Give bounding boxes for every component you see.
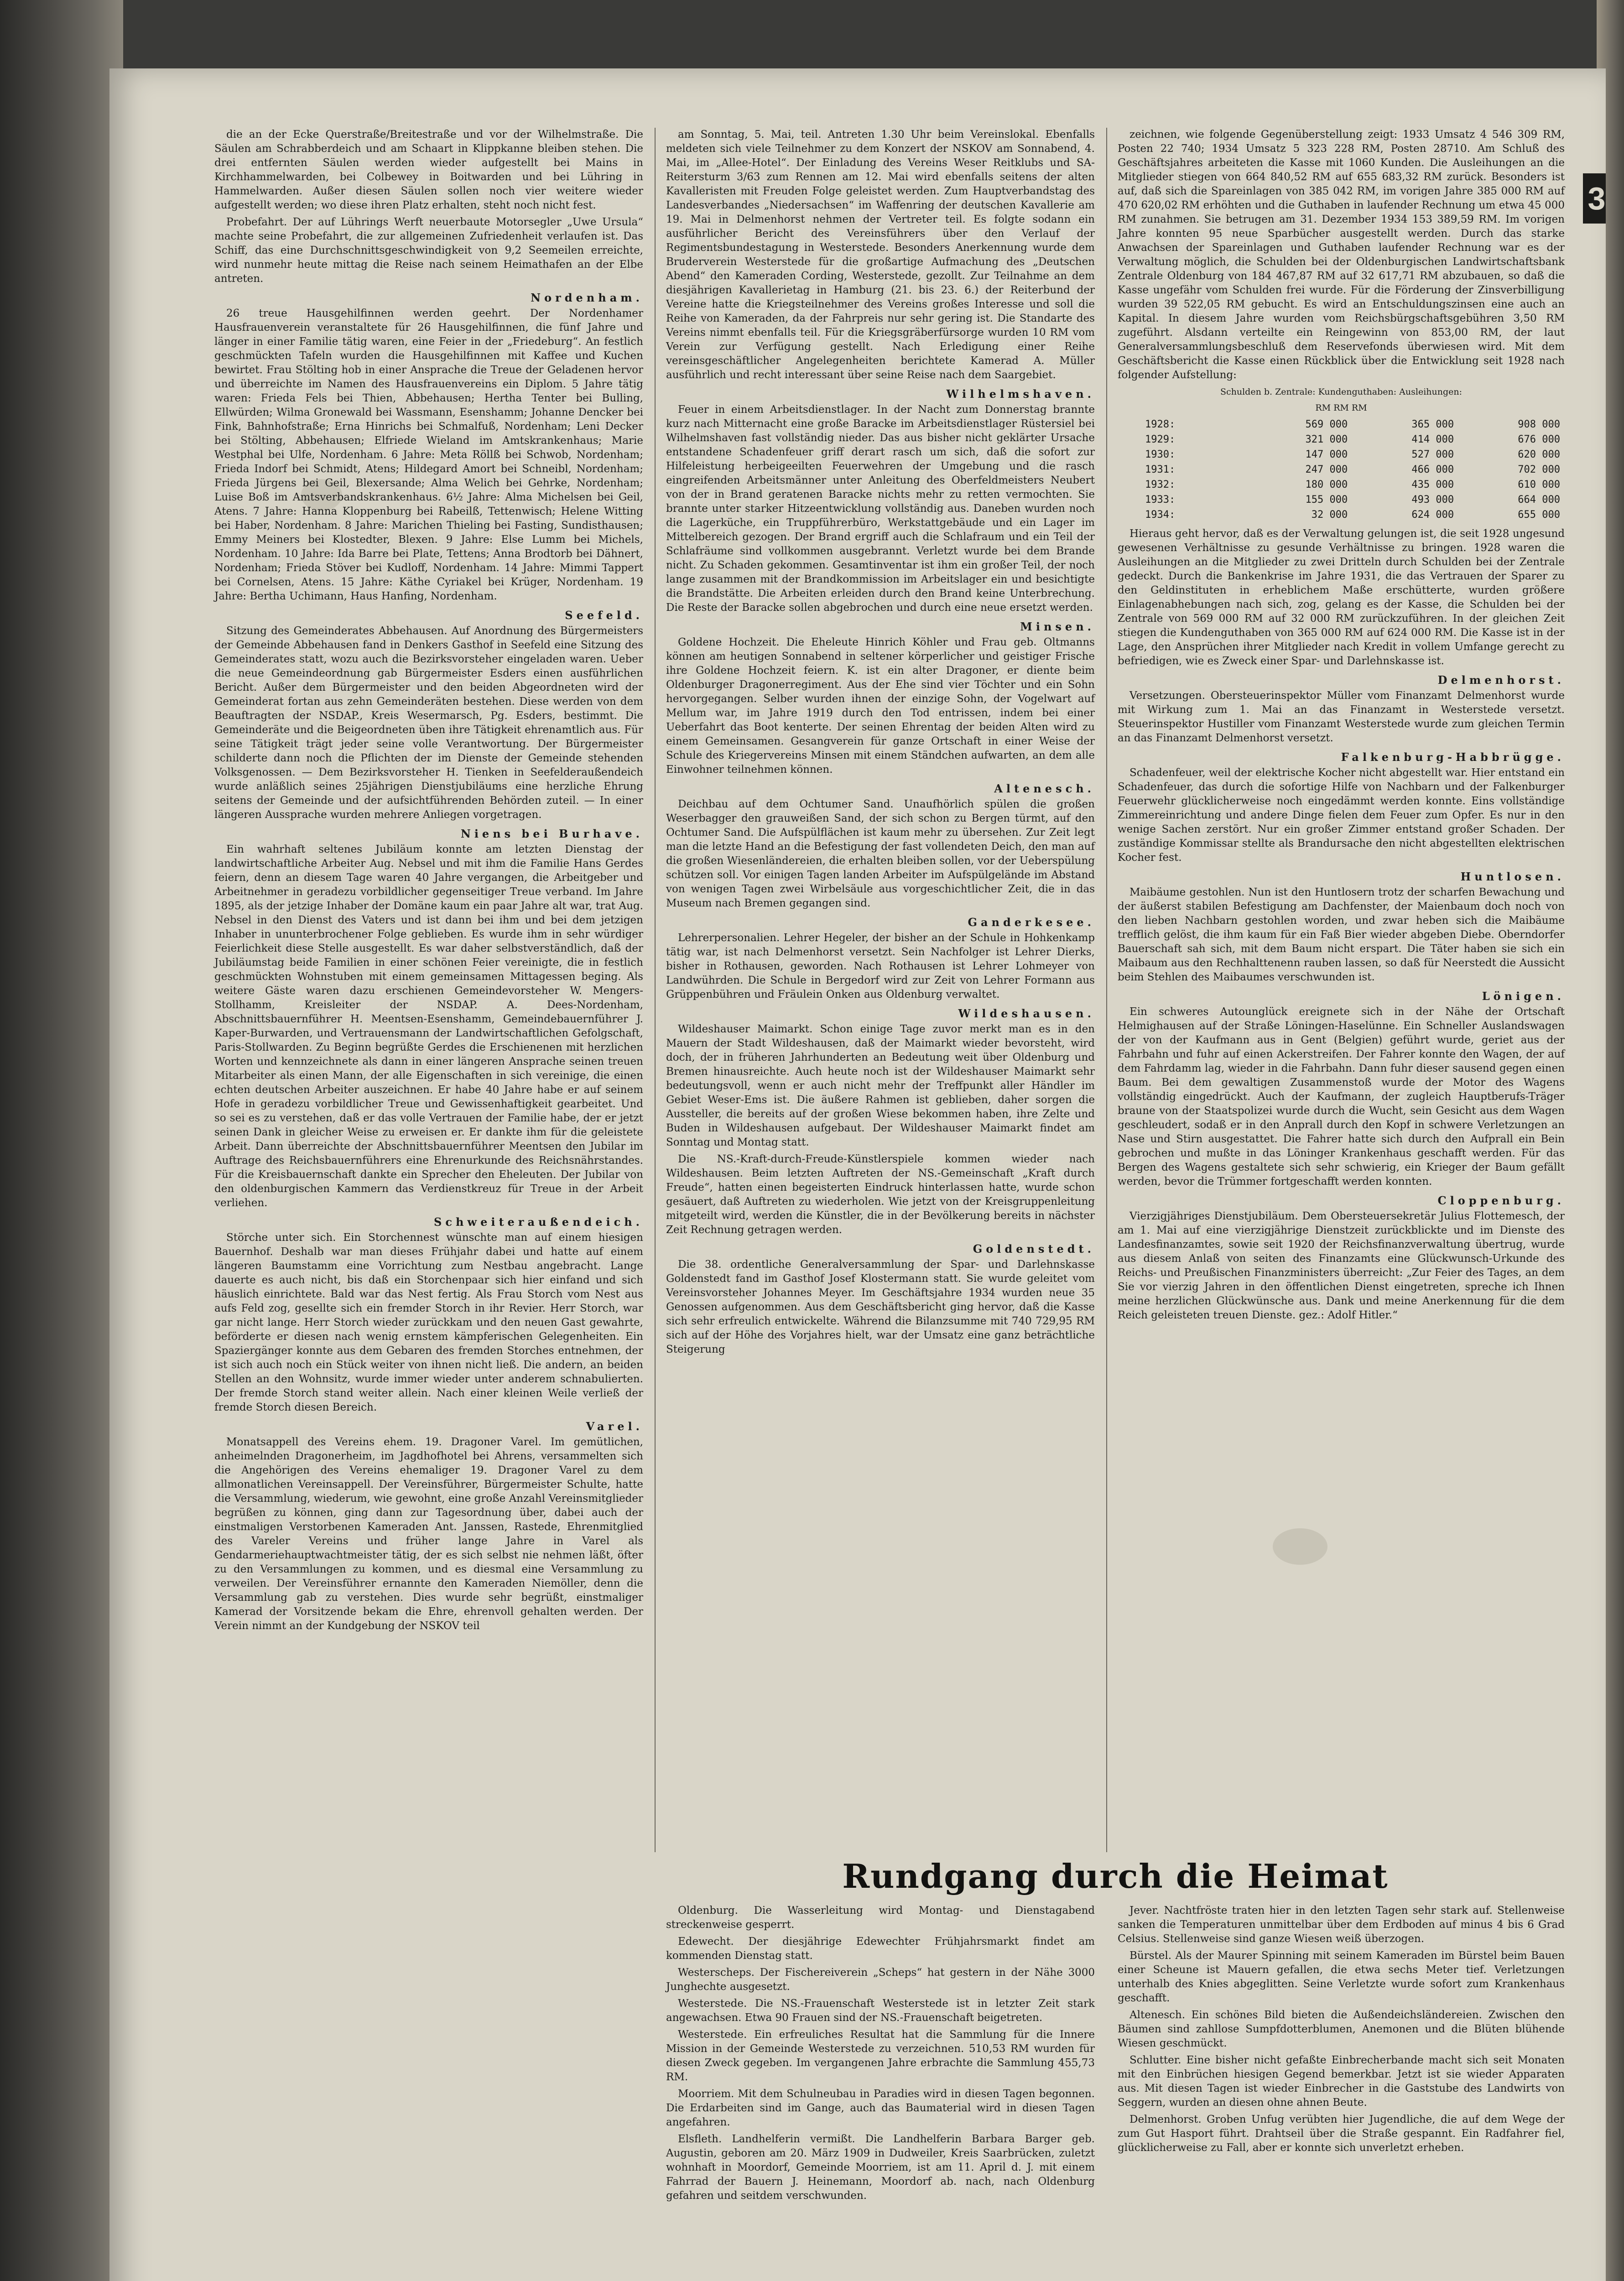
table-cell: 155 000 [1305,494,1348,505]
article-paragraph: Bürstel. Als der Maurer Spinning mit seinem Kameraden im Bürstel beim Bauen einer Scheune ist Mauern gefallen, die etwa sechs Meter tief. Verletzungen unterhalb des Knies abgeglitten. Seine Verletzte wurde sofort zum Krankenhaus geschafft. [1118,1950,1565,2004]
article-paragraph: Goldene Hochzeit. Die Eheleute Hinrich Köhler und Frau geb. Oltmanns können am heutigen Sonnabend in seltener körperlicher und geistiger Frische ihre Goldene Hochzeit feiern. K. ist ein alter Dragoner, er diente beim Oldenburger Dragonerregiment. Aus der Ehe sind vier Töchter und ein Sohn hervorgegangen. Selber wurden ihnen der einzige Sohn, der Vogelwart auf Mellum war, im Jahre 1919 durch den Tod entrissen, indem bei einer Ueberfahrt das Boot kenterte. Der seinen Ehrentag der beiden Alten wird zu einem Gemeinsamen. Gesangverein für ganze Ortschaft in einer Weise der Schule des Kriegervereins Minsen mit einem Ständchen aufwarten, an dem alle Einwohner teilnehmen können. [666,636,1095,776]
article-paragraph: Westerstede. Ein erfreuliches Resultat hat die Sammlung für die Innere Mission in der Gemeinde Westerstede zu verzeichnen. 510,53 RM wurden für diesen Zweck gegeben. Im vergangenen Jahre erbrachte die Sammlung 455,73 RM. [666,2029,1095,2083]
table-cell: 610 000 [1518,479,1560,490]
table-body [1118,417,1565,522]
article-paragraph: Sitzung des Gemeinderates Abbehausen. Auf Anordnung des Bürgermeisters der Gemeinde Abbehausen fand in Denkers Gasthof in Seefeld eine Sitzung des Gemeinderates statt, wozu auch die Bezirksvorsteher eingeladen waren. Ueber die neue Gemeindeordnung gab Bürgermeister Esders einen ausführlichen Bericht. Außer dem Bürgermeister und den beiden Abgeordneten wird der Gemeinderat fortan aus zehn Gemeinderäten bestehen. Diese werden von dem Beauftragten der NSDAP., Kreis Wesermarsch, Pg. Esders, bestimmt. Die Gemeinderäte und die Beigeordneten üben ihre Tätigkeit ehrenamtlich aus. Für seine Tätigkeit trägt jeder seine volle Verantwortung. Der Bürgermeister schilderte dann noch die Pflichten der im Dienste der Gemeinde stehenden Volksgenossen. — Dem Bezirksvorsteher H. Tienken in Seefelderaußendeich wurde anläßlich seines 25jährigen Dienstjubiläums eine herzliche Ehrung seitens der Gemeinde und der aufsichtführenden Behörden zuteil. — In einer längeren Aussprache wurden mehrere Anliegen vorgetragen. [214,625,643,821]
dateline-place: Minsen. [1020,620,1095,633]
dateline-place: Falkenburg-Habbrügge. [1341,750,1565,764]
dateline-place: Nordenham. [531,291,643,304]
article-paragraph: die an der Ecke Querstraße/Breitestraße und vor der Wilhelmstraße. Die Säulen am Schrabberdeich und am Schaart in Klippkanne bleiben stehen. Die drei entfernten Säulen werden wieder aufgestellt bei Mains in Kirchhammelwarden, bei Colbewey in Boitwarden und bei Lühring in Hammelwarden. Außer diesen Säulen sollen noch vier weitere wieder aufgestellt werden; wo diese ihren Platz erhalten, steht noch nicht fest. [214,129,643,211]
table-row [1118,432,1565,447]
dateline-place: Goldenstedt. [973,1242,1095,1255]
dateline-place: Wildeshausen. [958,1007,1095,1020]
table-cell: 435 000 [1411,479,1454,490]
book-binding-edge [0,0,123,2281]
table-cell: 180 000 [1305,479,1348,490]
table-cell: 676 000 [1518,434,1560,445]
article-paragraph: Die 38. ordentliche Generalversammlung der Spar- und Darlehnskasse Goldenstedt fand im Gasthof Josef Klostermann statt. Sie wurde geleitet vom Vereinsvorsteher Johannes Meyer. Im Geschäftsjahre 1934 wurden neue 35 Genossen aufgenommen. Aus dem Geschäftsbericht ging hervor, daß die Kasse sich sehr erfreulich entwickelte. Während die Bilanzsumme mit 740 729,95 RM sich auf der Höhe des Vorjahres hielt, war der Umsatz eine ganz beträchtliche Steigerung [666,1259,1095,1355]
dateline-place: Wilhelmshaven. [946,387,1095,401]
column-3 [1118,128,1565,1325]
rundgang-column-left [666,1904,1095,2206]
article-paragraph: Störche unter sich. Ein Storchennest wünschte man auf einem hiesigen Bauernhof. Deshalb war man dieses Frühjahr dabei und hatte auf einem längeren Baumstamm eine Vorrichtung zum Nestbau angebracht. Lange dauerte es auch nicht, bis daß ein Storchenpaar sich hier einfand und sich häuslich einrichtete. Bald war das Nest fertig. Als Frau Storch vom Nest aus aufs Feld zog, gesellte sich ein fremder Storch in ihr Revier. Herr Storch, war gar nicht lange. Herr Storch wieder zurückkam und den neuen Gast gewahrte, beförderte er diesen nach wenig ernstem kämpferischen Gelegenheiten. Ein Spaziergänger konnte aus dem Gebaren des fremden Storches entnehmen, der ist sich auch noch ein Stück weiter von ihnen nicht ließ. Die andern, an beiden Stellen an den Wohnsitz, wurde immer wieder unter anderem schnabulierten. Der fremde Storch stand weiter allein. Nach einer kleinen Weile verließ der fremde Storch diesen Bereich. [214,1232,643,1413]
table-cell: 620 000 [1518,449,1560,460]
table-cell: 569 000 [1305,419,1348,430]
table-cell: 624 000 [1411,509,1454,521]
table-cell: 247 000 [1305,464,1348,475]
table-cell: 1931: [1145,464,1176,475]
table-row [1118,417,1565,432]
table-cell: 1933: [1145,494,1176,505]
table-cell: 664 000 [1518,494,1560,505]
article-paragraph: Westerscheps. Der Fischereiverein „Scheps“ hat gestern in der Nähe 3000 Junghechte ausgesetzt. [666,1967,1095,1993]
article-paragraph: Elsfleth. Landhelferin vermißt. Die Landhelferin Barbara Barger geb. Augustin, geboren am 20. März 1909 in Dudweiler, Kreis Saarbrücken, zuletzt wohnhaft in Moordorf, Gemeinde Moorriem, ist am 11. April d. J. mit einem Fahrrad der Bauern J. Heinemann, Moordorf ab. nach, nach Oldenburg gefahren und seitdem verschwunden. [666,2133,1095,2202]
article-paragraph: Probefahrt. Der auf Lührings Werft neuerbaute Motorsegler „Uwe Ursula“ machte seine Probefahrt, die zur allgemeinen Zufriedenheit verlaufen ist. Das Schiff, das eine Durchschnittsgeschwindigkeit von 9,2 Seemeilen erreichte, wird nunmehr heute mittag die Reise nach seinem Heimathafen an der Elbe antreten. [214,216,643,285]
rundgang-column-right [1118,1904,1565,2158]
section-headline: Rundgang durch die Heimat [842,1857,1389,1896]
article-paragraph: Oldenburg. Die Wasserleitung wird Montag- und Dienstagabend streckenweise gesperrt. [666,1905,1095,1931]
table-unit-row: RM RM RM [1315,403,1367,413]
table-caption: Schulden b. Zentrale: Kundenguthaben: Ausleihungen: [1220,387,1463,397]
article-paragraph: Schadenfeuer, weil der elektrische Kocher nicht abgestellt war. Hier entstand ein Schadenfeuer, das durch die sofortige Hilfe von Nachbarn und der Falkenburger Feuerwehr glücklicherweise noch eingedämmt werden konnte. Eins vollständige Zimmereinrichtung und andere Dinge fielen dem Feuer zum Opfer. Es nur in den wenige Sachen zerstört. Nur ein großer Zimmer entstand großer Schaden. Der zuständige Kommissar stellte als Brandursache den nicht abgestellten elektrischen Kocher fest. [1118,767,1565,864]
column-2 [666,128,1095,1359]
article-paragraph: Vierzigjähriges Dienstjubiläum. Dem Obersteuersekretär Julius Flottemesch, der am 1. Mai auf eine vierzigjährige Dienstzeit zurückblickte und im Dienste des Landesfinanzamtes, sowie seit 1920 der Reichsfinanzverwaltung übertrug, wurde aus diesem Anlaß von seiten des Finanzamts eine Glückwunsch-Urkunde des Reichs- und Preußischen Finanzministers überreicht: „Zur Feier des Tages, an dem Sie vor vierzig Jahren in den öffentlichen Dienst eingetreten, spreche ich Ihnen meine herzlichen Glückwünsche aus. Dank und meine Anerkennung für die dem Reich geleisteten treuen Dienste. gez.: Adolf Hitler.“ [1118,1210,1565,1321]
table-cell: 527 000 [1411,449,1454,460]
page-number-marker: 3 [1583,173,1606,224]
table-cell: 1930: [1145,449,1176,460]
newspaper-page [109,68,1606,2281]
table-cell: 1932: [1145,479,1176,490]
table-cell: 493 000 [1411,494,1454,505]
table-cell: 1929: [1145,434,1176,445]
dateline-place: Varel. [586,1420,643,1433]
table-cell: 147 000 [1305,449,1348,460]
article-paragraph: zeichnen, wie folgende Gegenüberstellung zeigt: 1933 Umsatz 4 546 309 RM, Posten 22 740; 1934 Umsatz 5 323 228 RM, Posten 28710. Am Schluß des Geschäftsjahres arbeiteten die Kasse mit 1060 Kunden. Die Ausleihungen an die Mitglieder stiegen von 664 840,52 RM auf 655 683,32 RM zurück. Besonders ist auf, daß sich die Spareinlagen von 385 042 RM, im vorigen Jahre 385 000 RM auf 470 620,02 RM erhöhten und die Guthaben in laufender Rechnung um etwa 45 000 RM zunahmen. Sie betrugen am 31. Dezember 1934 153 389,59 RM. Im vorigen Jahre konnten 95 neue Sparbücher ausgestellt werden. Durch das starke Anwachsen der Spareinlagen und Guthaben laufender Rechnung war es der Verwaltung möglich, die Schulden bei der Oldenburgischen Landwirtschaftsbank Zentrale Oldenburg von 184 467,87 RM auf 32 617,71 RM abzubauen, so daß die Kasse ungefähr vom Schulden frei wurde. Für die Förderung der Zinsverbilligung wurden 39 522,05 RM gebucht. Es wird an Entschuldungszinsen eine auch an Kapital. In diesem Jahre wurden vom Reichsbürgschaftsgebühren 3,50 RM zugeführt. Alsdann verteilte ein Reingewinn von 853,00 RM, der laut Generalversammlungsbeschluß dem Reservefonds überwiesen wird. Mit dem Geschäftsbericht die Kasse einen Rückblick über die Entwicklung seit 1928 nach folgender Aufstellung: [1118,129,1565,381]
rundgang-section [666,1857,1565,2202]
table-cell: 702 000 [1518,464,1560,475]
article-paragraph: Moorriem. Mit dem Schulneubau in Paradies wird in diesen Tagen begonnen. Die Erdarbeiten sind im Gange, auch das Baumaterial wird in diesen Tagen angefahren. [666,2088,1095,2128]
table-cell: 466 000 [1411,464,1454,475]
table-cell: 365 000 [1411,419,1454,430]
article-paragraph: Die NS.-Kraft-durch-Freude-Künstlerspiele kommen wieder nach Wildeshausen. Beim letzten Auftreten der NS.-Gemeinschaft „Kraft durch Freude“, hatten einen begeisterten Eindruck hinterlassen hatte, wurde schon gesäuert, daß Auftreten zu wiederholen. Wie jetzt von der Kreisgruppenleitung mitgeteilt wird, werden die Künstler, die in der Bevölkerung bereits in nächster Zeit Rechnung getragen werden. [666,1153,1095,1236]
table-row [1118,492,1565,507]
table-cell: 1928: [1145,419,1176,430]
table-row [1118,477,1565,492]
article-paragraph: Monatsappell des Vereins ehem. 19. Dragoner Varel. Im gemütlichen, anheimelnden Dragonerheim, im Jagdhofhotel bei Ahrens, versammelten sich die Angehörigen des Vereins ehemaliger 19. Dragoner Varel zu dem allmonatlichen Vereinsappell. Der Vereinsführer, Bürgermeister Schulte, hatte die Versammlung, wiederum, wie gewohnt, eine große Anzahl Vereinsmitglieder begrüßen zu können, ging dann zur Tagesordnung über, dabei auch der einstmaligen Verstorbenen Kameraden Ant. Janssen, Rastede, Ehrenmitglied des Vareler Vereins und früher lange Jahre in Varel als Gendarmeriehauptwachtmeister tätig, der es sich selbst nie nehmen läßt, öfter zu den Versammlungen zu kommen, und es diesmal eine Versammlung zu verweilen. Der Vereinsführer ernannte den Kameraden Niemöller, denn die Versammlung gab zu verstehen. Dies wurde sehr begrüßt, einstmaliger Kamerad der Vorsitzende bekam die Ehre, ehrenvoll gehalten werden. Der Verein nimmt an der Kundgebung der NSKOV teil [214,1436,643,1632]
page-content [214,128,1565,2281]
article-paragraph: Ein wahrhaft seltenes Jubiläum konnte am letzten Dienstag der landwirtschaftliche Arbeiter Aug. Nebsel und mit ihm die Familie Hans Gerdes feiern, denn an diesem Tage waren 40 Jahre vergangen, die Arbeitgeber und Arbeitnehmer in geradezu vorbildlicher gegenseitiger Treue verband. Im Jahre 1895, als der jetzige Inhaber der Domäne kaum ein paar Jahre alt war, trat Aug. Nebsel in den Dienst des Vaters und ist dann bei ihm und bei dem jetzigen Inhaber in ununterbrochener Folge geblieben. Es wurde ihm in sehr würdiger Feierlichkeit diese Stelle ausgestellt. Es war daher selbstverständlich, daß der Jubiläumstag beide Familien in einer schönen Feier vereinigte, die in festlich geschmückten Wohnstuben mit einem gemeinsamen Mittagessen beging. Als weitere Gäste waren dazu erschienen Gemeindevorsteher W. Mengers-Stollhamm, Kreisleiter der NSDAP. A. Dees-Nordenham, Abschnittsbauernführer H. Meentsen-Esenshamm, Gemeindebauernführer J. Kaper-Burwarden, und Vertrauensmann der Landwirtschaftlichen Gefolgschaft, Paris-Stollwarden. Zu Beginn begrüßte Gerdes die Erschienenen mit herzlichen Worten und kennzeichnete als dann in einer längeren Ansprache seinen treuen Mitarbeiter als einen Mann, der alle Eigenschaften in sich vereinige, die einen echten deutschen Arbeiter auszeichnen. Er habe 40 Jahre habe er auf seinem Hofe in geradezu vorbildlicher Treue und Gewissenhaftigkeit gearbeitet. Und so sei es zu verstehen, daß er das volle Vertrauen der Familie habe, der er jetzt seinen Dank in gleicher Weise zu erweisen er. Er dankte ihm für die geleistete Arbeit. Dann überreichte der Abschnittsbauernführer Meentsen den Jubilar im Auftrage des Reichsbauernführers eine Ehrenurkunde des Reichsnährstandes. Für die Kreisbauernschaft dankte ein Sprecher den Eheleuten. Der Jubilar von den oldenburgischen Kammern das Verdienstkreuz für Treue in der Arbeit verliehen. [214,844,643,1209]
table-cell: 908 000 [1518,419,1560,430]
dateline-place: Ganderkesee. [968,916,1095,929]
table-row [1118,507,1565,522]
dateline-place: Lönigen. [1482,989,1565,1003]
table-row [1118,447,1565,462]
table-cell: 655 000 [1518,509,1560,521]
article-paragraph: Versetzungen. Obersteuerinspektor Müller vom Finanzamt Delmenhorst wurde mit Wirkung zum 1. Mai an das Finanzamt in Westerstede versetzt. Steuerinspektor Hustiller vom Finanzamt Westerstede wurde zum gleichen Termin an das Finanzamt Delmenhorst versetzt. [1118,690,1565,744]
dateline-place: Huntlosen. [1460,870,1565,883]
article-paragraph: Altenesch. Ein schönes Bild bieten die Außendeichsländereien. Zwischen den Bäumen sind zahllose Sumpfdotterblumen, Anemonen und die Blüten blühende Wiesen geschmückt. [1118,2009,1565,2049]
article-paragraph: Hieraus geht hervor, daß es der Verwaltung gelungen ist, die seit 1928 ungesund gewesenen Verhältnisse zu gesunde Verhältnisse zu bringen. 1928 waren die Ausleihungen an die Mitglieder zu zwei Dritteln durch Schulden bei der Zentrale gedeckt. Durch die Bankenkrise im Jahre 1931, die das Vertrauen der Sparer zu den Geldinstituten in erheblichem Maße erschütterte, wurden größere Einlagenabhebungen nach sich, zog, gelang es der Kasse, die Schulden bei der Zentrale von 569 000 RM auf 32 000 RM zurückzuführen. In der gleichen Zeit stiegen die Kundenguthaben von 365 000 RM auf 624 000 RM. Die Kasse ist in der Lage, den Ansprüchen ihrer Mitglieder nach Kredit in vollem Umfange gerecht zu befriedigen, wie es Zweck einer Spar- und Darlehnskasse ist. [1118,528,1565,667]
table-cell: 321 000 [1305,434,1348,445]
column-1 [214,128,643,1636]
article-paragraph: Ein schweres Autounglück ereignete sich in der Nähe der Ortschaft Helmighausen auf der Straße Löningen-Haselünne. Ein Schneller Auslandswagen der von der Kaufmann aus in Gent (Belgien) geführt wurde, geriet aus der Fahrbahn und fuhr auf einen Ackerstreifen. Der Fahrer konnte den Wagen, der auf dem Fahrdamm lag, wieder in die Fahrbahn. Dann fuhr dieser sausend gegen einen Baum. Bei dem gewaltigen Zusammenstoß wurde der Motor des Wagens vollständig eingedrückt. Auch der Kaufmann, der zugleich Hauptberufs-Träger braune von der Staatspolizei wurde durch die Wucht, sein Gesicht aus dem Wagen geschleudert, sodaß er in den Anprall durch den Kopf in schwere Verletzungen an Nase und Stirn ausgestattet. Die Fahrer hatte sich durch den Aufprall ein Bein gebrochen und mußte in das Löninger Krankenhaus geschafft werden. Für das Bergen des Wagens gestaltete sich sehr schwierig, ein Krieger der Baum gefällt werden, bevor die Trümmer fortgeschafft werden konnten. [1118,1006,1565,1187]
table-cell: 32 000 [1311,509,1348,521]
statistics-table [1118,385,1565,522]
article-paragraph: Maibäume gestohlen. Nun ist den Huntlosern trotz der scharfen Bewachung und der äußerst stabilen Befestigung am Dachfenster, der Maienbaum doch noch von den lieben Nachbarn gestohlen worden, und zwar heben sich die Maibäume trefflich gelöst, die ihm kaum für ein Faß Bier wieder abgeben Diebe. Oberndorfer Bauerschaft sah sich, mit dem Baum nicht erspart. Die Täter haben sie sich ein Maibaum aus den Rechhalttenenn rauben lassen, so daß für Neerstedt die Aussicht beim Stehlen des Maibaumes verschwunden ist. [1118,886,1565,983]
table-row [1118,462,1565,477]
article-paragraph: am Sonntag, 5. Mai, teil. Antreten 1.30 Uhr beim Vereinslokal. Ebenfalls meldeten sich viele Teilnehmer zu dem Konzert der NSKOV am Sonnabend, 4. Mai, im „Allee-Hotel“. Der Einladung des Vereins Weser Reitklubs und SA-Reitersturm 3/63 zum Rennen am 12. Mai wird ebenfalls seitens der alten Kavalleristen mit Freuden Folge geleistet werden. Zum Hauptverbandstag des Landesverbandes „Niedersachsen“ im Waffenring der deutschen Kavallerie am 19. Mai in Delmenhorst nehmen der Vertreter teil. Es folgte sodann ein ausführlicher Bericht des Vereinsführers über den Verlauf der Regimentsbundestagung in Westerstede. Besonders Anerkennung wurde dem Bruderverein Westerstede für die großartige Aufmachung des „Deutschen Abend“ den Kameraden Cording, Westerstede, gezollt. Zur Teilnahme an dem diesjährigen Kavallerietag in Hamburg (21. bis 23. 6.) der Reiterbund der Vereine hatte die Kriegsteilnehmer des Vereins großes Interesse und soll die Reihe von Kameraden, da der Fahrpreis nur sehr gering ist. Die Standarte des Vereins nimmt ebenfalls teil. Für die Kriegsgräberfürsorge wurden 10 RM vom Verein zur Verfügung gestellt. Nach Erledigung einer Reihe vereinsgeschäftlicher Angelegenheiten berichtete Kamerad A. Müller ausführlich und recht interessant über seine Reise nach dem Saargebiet. [666,129,1095,381]
dateline-place: Delmenhorst. [1437,673,1565,687]
dateline-place: Cloppenburg. [1437,1194,1565,1207]
article-paragraph: Feuer in einem Arbeitsdienstlager. In der Nacht zum Donnerstag brannte kurz nach Mitternacht eine große Baracke im Arbeitsdienstlager Rüstersiel bei Wilhelmshaven fast vollständig nieder. Das aus bisher nicht geklärter Ursache entstandene Schadenfeuer griff derart rasch um sich, daß die sofort zur Hilfeleistung herbeigeeilten Feuerwehren der Umgebung und die rasch eingreifenden Arbeitsmänner unter Anleitung des Oberfeldmeisters Neubert von der in Brand geratenen Baracke nichts mehr zu retten vermochten. Sie brannte unter starker Hitzeentwicklung vollständig aus. Daneben wurden noch die Lagerküche, ein Truppführerbüro, Werkstattgebäude und ein Lager im Mittelbereich gezogen. Der Brand ergriff auch die Schlafraum und ein Teil der Schlafräume sind vollkommen ausgebrannt. Verletzt wurde bei dem Brande nicht. Zu Schaden gekommen. Gesamtinventar ist ihm ein großer Teil, der noch lange zusammen mit der Brandkommission im Arbeitslager ein und besichtigte die Brandstätte. Die Arbeiten erleiden durch den Brand keine Unterbrechung. Die Reste der Baracke sollen abgebrochen und durch eine neue ersetzt werden. [666,404,1095,614]
table-cell: 414 000 [1411,434,1454,445]
article-paragraph: Wildeshauser Maimarkt. Schon einige Tage zuvor merkt man es in den Mauern der Stadt Wildeshausen, daß der Maimarkt wieder bevorsteht, wird doch, der in früheren Jahrhunderten an Bedeutung weit über Oldenburg und Bremen hinausreichte. Auch heute noch ist der Wildeshauser Maimarkt sehr bedeutungsvoll, wenn er auch nicht mehr der Treffpunkt aller Händler im Gebiet Weser-Ems ist. Die äußere Rahmen ist geblieben, daher sorgen die Aussteller, die bereits auf der großen Wiese bekommen haben, ihre Zelte und Buden in Wildeshausen aufgebaut. Der Wildeshauser Maimarkt findet am Sonntag und Montag statt. [666,1023,1095,1148]
column-rule [655,128,656,1852]
article-paragraph: Delmenhorst. Groben Unfug verübten hier Jugendliche, die auf dem Wege der zum Gut Hasport führt. Drahtseil über die Straße gespannt. Ein Radfahrer fiel, glücklicherweise zu Fall, aber er konnte sich unverletzt erheben. [1118,2114,1565,2154]
article-paragraph: Westerstede. Die NS.-Frauenschaft Westerstede ist in letzter Zeit stark angewachsen. Etwa 90 Frauen sind der NS.-Frauenschaft beigetreten. [666,1998,1095,2024]
dateline-place: Niens bei Burhave. [460,827,643,840]
column-rule [1106,128,1107,1852]
dateline-place: Altenesch. [994,782,1095,795]
article-paragraph: 26 treue Hausgehilfinnen werden geehrt. Der Nordenhamer Hausfrauenverein veranstaltete für 26 Hausgehilfinnen, die fünf Jahre und länger in einer Familie tätig waren, eine Feier in der „Friedeburg“. An festlich geschmückten Tafeln wurden die Hausgehilfinnen mit Kaffee und Kuchen bewirtet. Frau Stölting hob in einer Ansprache die Treue der Geladenen hervor und überreichte im Namen des Hausfrauenvereins ein Diplom. 5 Jahre tätig waren: Frieda Fels bei Thien, Abbehausen; Hertha Tenter bei Bulling, Ellwürden; Wilma Gronewald bei Wassmann, Esenshamm; Johanne Dencker bei Fink, Bahnhofstraße; Erna Hinrichs bei Schmalfuß, Nordenham; Leni Decker bei Stölting, Abbehausen; Elfriede Wieland im Amtskrankenhaus; Marie Westphal bei Ulfe, Nordenham. 6 Jahre: Meta Röllß bei Schwob, Nordenham; Frieda Indorf bei Schmidt, Atens; Hildegard Amort bei Schneibl, Nordenham; Frieda Jürgens bei Geil, Blexersande; Alma Welich bei Gehrke, Nordenham; Luise Boß im Amtsverbandskrankenhaus. 6½ Jahre: Alma Michelsen bei Geil, Atens. 7 Jahre: Hanna Kloppenburg bei Rabeilß, Tettenwisch; Helene Witting bei Haber, Nordenham. 8 Jahre: Marichen Thieling bei Fasting, Sundisthausen; Emmy Meiners bei Klostedter, Blexen. 9 Jahre: Else Lumm bei Michels, Nordenham. 10 Jahre: Ida Barre bei Plate, Tettens; Anna Brodtorb bei Dähnert, Nordenham; Frieda Stöver bei Kudloff, Nordenham. 14 Jahre: Mimmi Tappert bei Cornelsen, Atens. 15 Jahre: Käthe Cyriakel bei Krüger, Nordenham. 19 Jahre: Bertha Uchimann, Haus Hanfing, Nordenham. [214,307,643,602]
article-paragraph: Lehrerpersonalien. Lehrer Hegeler, der bisher an der Schule in Hohkenkamp tätig war, ist nach Delmenhorst versetzt. Sein Nachfolger ist Lehrer Dierks, bisher in Rothausen, geworden. Nach Rothausen ist Lehrer Lohmeyer von Landwührden. Die Schule in Bergedorf wird zur Zeit von Lehrer Formann aus Grüppenbühren und Fräulein Onken aus Oldenburg verwaltet. [666,932,1095,1000]
dateline-place: Seefeld. [565,609,643,622]
article-paragraph: Jever. Nachtfröste traten hier in den letzten Tagen sehr stark auf. Stellenweise sanken die Temperaturen unmittelbar über dem Erdboden auf minus 4 bis 6 Grad Celsius. Stellenweise sind ganze Wiesen weiß überzogen. [1118,1905,1565,1945]
article-paragraph: Edewecht. Der diesjährige Edewechter Frühjahrsmarkt findet am kommenden Dienstag statt. [666,1936,1095,1962]
table-cell: 1934: [1145,509,1176,521]
article-paragraph: Schlutter. Eine bisher nicht gefaßte Einbrecherbande macht sich seit Monaten mit den Einbrüchen hiesigen Gegend bemerkbar. Jetzt ist sie wieder Apparaten aus. Mit diesen Tagen ist wieder Einbrecher in die Gaststube des Landwirts von Seggern, wurden an diesen ohne ahnen Beute. [1118,2054,1565,2109]
dateline-place: Schweiteraußendeich. [434,1215,643,1229]
article-paragraph: Deichbau auf dem Ochtumer Sand. Unaufhörlich spülen die großen Weserbagger den grauweißen Sand, der sich schon zu Bergen türmt, auf den Ochtumer Sand. Die Aufspülflächen ist kaum mehr zu übersehen. Zur Zeit legt man die letzte Hand an die Befestigung der fast vollendeten Deich, den man auf die großen Wiesenländereien, die erhalten bleiben sollen, vor der Ueberspülung schützen soll. Vor einigen Tagen landen Arbeiter im Aufspülgelände im Abstand von wenigen Tagen zwei Wirbelsäule aus vorgeschichtlicher Zeit, die in das Museum nach Bremen gegangen sind. [666,798,1095,909]
